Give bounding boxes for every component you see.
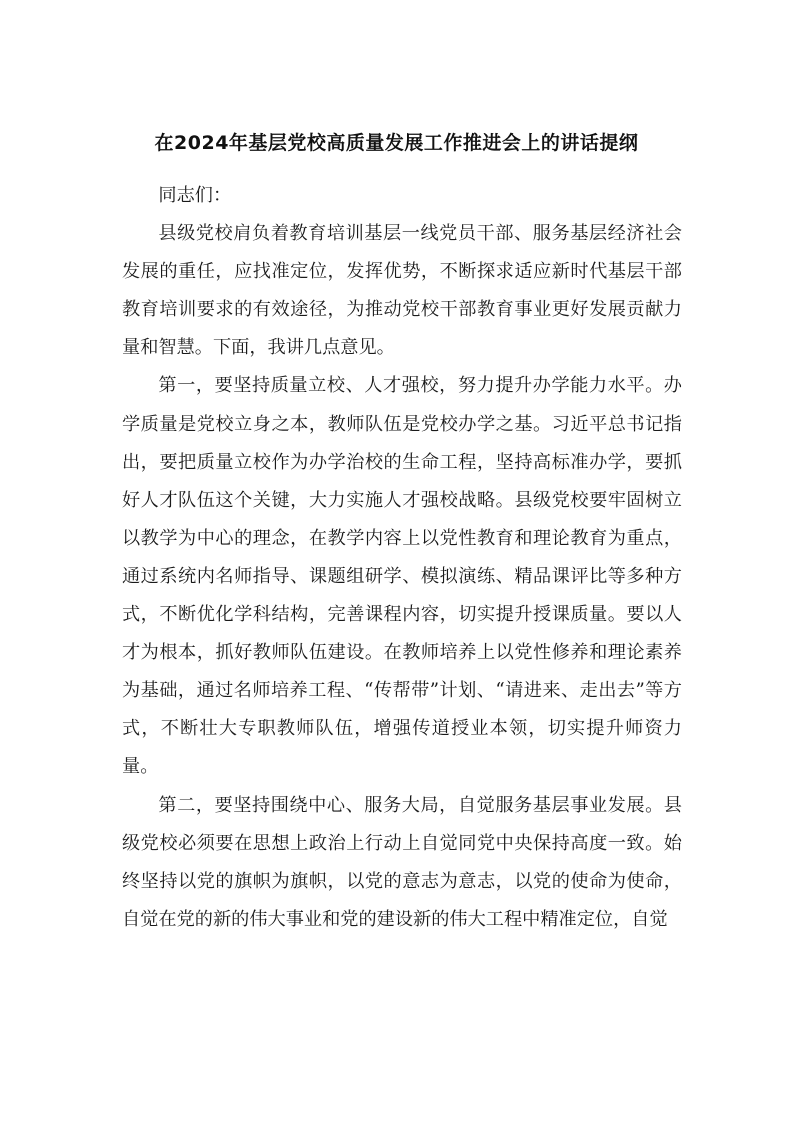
second-point-paragraph: 第二，要坚持围绕中心、服务大局，自觉服务基层事业发展。县级党校必须要在思想上政治上行动上自觉同党中央保持高度一致。始终坚持以党的旗帜为旗帜，以党的意志为意志，以党的使命为使命，自觉在党的新的伟大事业和党的建设新的伟大工程中精准定位，自觉 — [122, 794, 682, 930]
first-point-paragraph: 第一，要坚持质量立校、人才强校，努力提升办学能力水平。办学质量是党校立身之本，教师队伍是党校办学之基。习近平总书记指出，要把质量立校作为办学治校的生命工程，坚持高标准办学，要抓好人才队伍这个关键，大力实施人才强校战略。县级党校要牢固树立以教学为中心的理念，在教学内容上以党性教育和理论教育为重点，通过系统内名师指导、课题组研学、模拟演练、精品课评比等多种方式，不断优化学科结构，完善课程内容，切实提升授课质量。要以人才为根本，抓好教师队伍建设。在教师培养上以党性修养和理论素养为基础，通过名师培养工程、“传帮带”计划、“请进来、走出去”等方式，不断壮大专职教师队伍，增强传道授业本领，切实提升师资力量。 — [122, 375, 682, 778]
greeting-paragraph: 同志们： — [158, 185, 232, 206]
intro-paragraph: 县级党校肩负着教育培训基层一线党员干部、服务基层经济社会发展的重任，应找准定位，发挥优势，不断探求适应新时代基层干部教育培训要求的有效途径，为推动党校干部教育事业更好发展贡献力量和智慧。下面，我讲几点意见。 — [122, 223, 682, 359]
document-body — [122, 177, 682, 939]
document-title: 在2024年基层党校高质量发展工作推进会上的讲话提纲 — [154, 132, 639, 154]
